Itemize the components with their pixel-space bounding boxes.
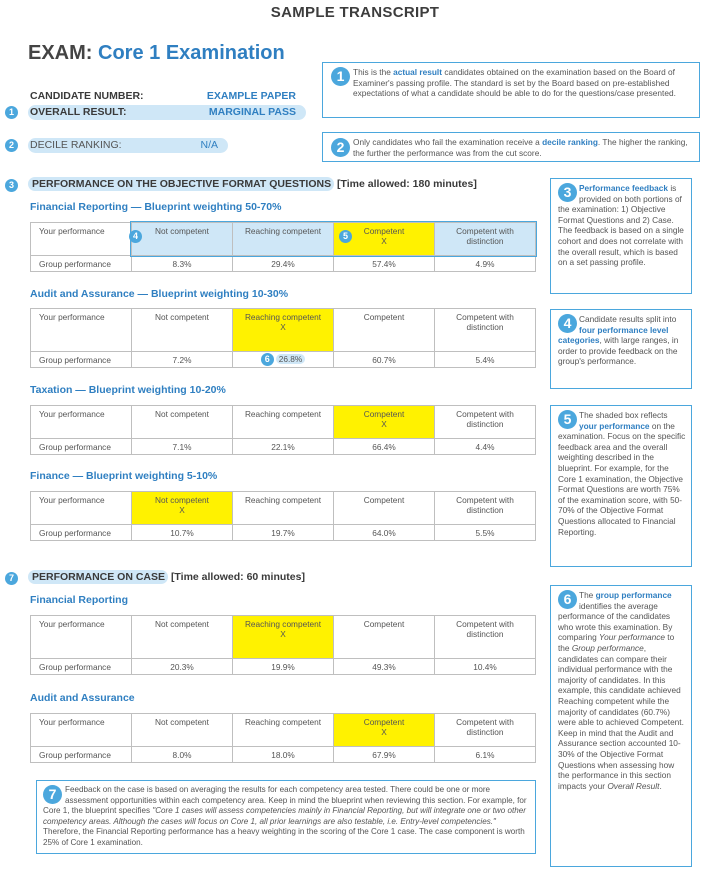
group-value: 29.4% bbox=[233, 256, 334, 272]
group-performance-label: Group performance bbox=[31, 256, 132, 272]
decile-ranking-value: N/A bbox=[200, 139, 218, 151]
group-performance-row bbox=[31, 659, 536, 675]
group-performance-label: Group performance bbox=[31, 525, 132, 541]
cell-not-competent bbox=[132, 309, 233, 352]
marker-5: 5 bbox=[339, 230, 352, 243]
marker-6-note: 6 bbox=[558, 590, 577, 609]
group-value: 5.5% bbox=[435, 525, 536, 541]
side-note-performance-feedback bbox=[550, 178, 692, 294]
your-performance-label: Your performance bbox=[31, 406, 132, 439]
your-performance-label: Your performance bbox=[31, 714, 132, 747]
group-performance-row bbox=[31, 256, 536, 272]
category-label: Competent with distinction bbox=[456, 495, 514, 515]
marker-7: 7 bbox=[5, 572, 18, 585]
your-performance-row bbox=[31, 406, 536, 439]
marker-3-note: 3 bbox=[558, 183, 577, 202]
your-performance-row bbox=[31, 714, 536, 747]
side-note-categories bbox=[550, 309, 692, 389]
selected-mark: X bbox=[381, 727, 387, 737]
exam-heading bbox=[28, 42, 285, 65]
marker-4: 4 bbox=[129, 230, 142, 243]
group-performance-row bbox=[31, 352, 536, 368]
marker-4-note: 4 bbox=[558, 314, 577, 333]
note-1-text-end: candidates obtained on the examination based on the Board of Examiner's passing profile. The standard is set by the Board based on pre-established expectations of what a candidate should be able to do for the questions/case presented. bbox=[353, 67, 676, 98]
cell-reaching-competent bbox=[233, 492, 334, 525]
side-note-3-bold: Performance feedback bbox=[579, 183, 669, 193]
group-value: 4.4% bbox=[435, 439, 536, 455]
table-audit-assurance-ofq bbox=[30, 308, 536, 368]
category-label: Competent with distinction bbox=[456, 619, 514, 639]
cell-reaching-competent bbox=[233, 406, 334, 439]
note-actual-result bbox=[322, 62, 700, 118]
table-1-title: Financial Reporting — Blueprint weighting 50-70% bbox=[30, 201, 282, 213]
category-label: Reaching competent bbox=[244, 717, 322, 727]
objective-section-title: PERFORMANCE ON THE OBJECTIVE FORMAT QUESTIONS bbox=[28, 177, 334, 191]
bottom-note-text: Feedback on the case is based on averaging the results for each competency area tested. There could be one or more assessment opportunities within each competency area. Keep in mind the blueprint when reviewing this section. For example, for Core 1, the blueprint specifies bbox=[43, 785, 527, 816]
your-performance-row bbox=[31, 492, 536, 525]
table-audit-assurance-case bbox=[30, 713, 536, 763]
table-financial-reporting-case bbox=[30, 615, 536, 675]
overall-result-row bbox=[28, 105, 306, 120]
category-label: Competent bbox=[363, 409, 405, 419]
side-note-4-text: Candidate results split into bbox=[579, 314, 677, 324]
marker-1: 1 bbox=[5, 106, 18, 119]
side-note-6-text: identifies the average performance of the candidates who wrote this examination. By comparing bbox=[558, 600, 673, 643]
marker-7-note: 7 bbox=[43, 785, 62, 804]
cell-competent-distinction bbox=[435, 714, 536, 747]
note-1-bold: actual result bbox=[393, 67, 443, 77]
side-note-6-text: , candidates can compare their individual performance with the majority of candidates. In this example, this candidate achieved Reaching competent while the majority of candidates (60.7%) were able to achieved Competent. Keep in mind that the Audit and Assurance section accounted 10-30% of the Objective Format Questions when assessing how the performance in this section impacts your bbox=[558, 642, 684, 791]
group-value: 7.2% bbox=[132, 352, 233, 368]
overall-result-label: OVERALL RESULT: bbox=[30, 106, 127, 118]
table-5-title: Financial Reporting bbox=[30, 594, 129, 606]
bottom-note-text-end: Therefore, the Financial Reporting performance has a heavy weighting in the scoring of the Core 1 case. The case component is worth 25% of Core 1 examination. bbox=[43, 827, 525, 847]
cell-not-competent bbox=[132, 492, 233, 525]
group-value: 8.0% bbox=[132, 747, 233, 763]
page-title: SAMPLE TRANSCRIPT bbox=[270, 4, 440, 21]
group-value: 18.0% bbox=[233, 747, 334, 763]
group-value: 20.3% bbox=[132, 659, 233, 675]
group-value: 26.8% bbox=[276, 354, 306, 364]
selected-mark: X bbox=[381, 419, 387, 429]
cell-not-competent bbox=[132, 616, 233, 659]
your-performance-row bbox=[31, 309, 536, 352]
your-performance-label: Your performance bbox=[31, 492, 132, 525]
category-label: Competent with distinction bbox=[456, 409, 514, 429]
overall-result-value: MARGINAL PASS bbox=[208, 106, 296, 118]
group-value: 64.0% bbox=[334, 525, 435, 541]
candidate-number-label: CANDIDATE NUMBER: bbox=[30, 90, 144, 102]
marker-1-note: 1 bbox=[331, 67, 350, 86]
side-note-6-italic: Overall Result bbox=[607, 780, 660, 791]
case-section-heading bbox=[28, 571, 305, 586]
side-note-6-bold: group performance bbox=[595, 590, 672, 600]
group-value: 22.1% bbox=[233, 439, 334, 455]
table-6-title: Audit and Assurance bbox=[30, 692, 135, 704]
group-value: 4.9% bbox=[435, 256, 536, 272]
case-section-title: PERFORMANCE ON CASE bbox=[28, 570, 168, 584]
group-value: 19.9% bbox=[233, 659, 334, 675]
selected-mark: X bbox=[381, 236, 387, 246]
note-2-text-end: . The higher the ranking, the further the performance was from the cut score. bbox=[353, 137, 688, 158]
group-performance-label: Group performance bbox=[31, 659, 132, 675]
side-note-6-italic: Group performance bbox=[571, 642, 644, 653]
your-performance-label: Your performance bbox=[31, 223, 132, 256]
cell-not-competent bbox=[132, 714, 233, 747]
selected-mark: X bbox=[280, 322, 286, 332]
category-label: Competent bbox=[363, 717, 405, 727]
note-2-bold: decile ranking bbox=[542, 137, 598, 147]
category-label: Competent bbox=[363, 226, 405, 236]
cell-competent-distinction bbox=[435, 309, 536, 352]
objective-section-heading bbox=[28, 178, 477, 193]
note-1-text: This is the bbox=[353, 67, 394, 77]
exam-name: Core 1 Examination bbox=[98, 42, 285, 64]
group-value: 8.3% bbox=[132, 256, 233, 272]
cell-reaching-competent bbox=[233, 616, 334, 659]
marker-5-note: 5 bbox=[558, 410, 577, 429]
category-label: Competent with distinction bbox=[456, 226, 514, 246]
cell-competent-distinction bbox=[435, 406, 536, 439]
side-note-4-bold: four performance level categories bbox=[558, 324, 669, 346]
candidate-number-value: EXAMPLE PAPER bbox=[206, 90, 296, 102]
marker-2-note: 2 bbox=[331, 138, 350, 157]
side-note-group-performance bbox=[550, 585, 692, 867]
group-performance-row bbox=[31, 439, 536, 455]
cell-competent bbox=[334, 714, 435, 747]
your-performance-label: Your performance bbox=[31, 309, 132, 352]
note-2-text: Only candidates who fail the examination receive a bbox=[353, 137, 543, 147]
group-value-highlighted bbox=[233, 352, 334, 368]
cell-competent-distinction bbox=[435, 492, 536, 525]
bottom-note-quote: "Core 1 cases will assess competencies mainly in Financial Reporting, but will integrate one or two other competency areas. Although the cases will focus on Core 1, all prior learnings are also testable, i.e. Entry-level competencies." bbox=[43, 806, 526, 826]
table-taxation-ofq bbox=[30, 405, 536, 455]
category-label: Competent bbox=[363, 495, 405, 505]
group-value: 10.4% bbox=[435, 659, 536, 675]
group-value: 7.1% bbox=[132, 439, 233, 455]
cell-competent bbox=[334, 406, 435, 439]
marker-6: 6 bbox=[261, 353, 274, 366]
table-4-title: Finance — Blueprint weighting 5-10% bbox=[30, 470, 218, 482]
side-note-shaded-box bbox=[550, 405, 692, 567]
marker-2: 2 bbox=[5, 139, 18, 152]
side-note-3-text: is provided on both portions of the examination: 1) Objective Format Questions and 2) Case. The feedback is based on a single cohort and does not correlate with the overall result, which is based on a set passing profile. bbox=[558, 183, 684, 268]
decile-ranking-label: DECILE RANKING: bbox=[30, 139, 122, 151]
category-label: Reaching competent bbox=[244, 495, 322, 505]
cell-reaching-competent bbox=[233, 714, 334, 747]
side-note-5-text-end: on the examination. Focus on the specific feedback area and the overall weighting described in the blueprint. For example, for the Core 1 examination, the Objective Format Questions are worth 75% of the examination score, with 50-70% of the Objective Format Questions allocated to Financial Reporting. bbox=[558, 420, 686, 537]
objective-section-time: [Time allowed: 180 minutes] bbox=[337, 178, 477, 190]
side-note-6-text-end: . bbox=[659, 780, 662, 791]
category-label: Not competent bbox=[155, 495, 209, 505]
side-note-5-bold: your performance bbox=[579, 420, 650, 431]
group-value: 19.7% bbox=[233, 525, 334, 541]
group-value: 57.4% bbox=[334, 256, 435, 272]
category-label: Competent bbox=[363, 619, 405, 629]
group-performance-row bbox=[31, 525, 536, 541]
side-note-5-text: The shaded box reflects bbox=[579, 410, 668, 420]
your-performance-row bbox=[31, 616, 536, 659]
cell-competent bbox=[334, 309, 435, 352]
side-note-6-text: to the bbox=[558, 632, 675, 653]
side-note-6-italic: Your performance bbox=[599, 632, 665, 643]
category-label: Competent bbox=[363, 312, 405, 322]
category-label: Competent with distinction bbox=[456, 717, 514, 737]
case-section-time: [Time allowed: 60 minutes] bbox=[170, 571, 305, 583]
cell-competent bbox=[334, 616, 435, 659]
group-performance-label: Group performance bbox=[31, 439, 132, 455]
cell-competent-distinction bbox=[435, 616, 536, 659]
marker-3: 3 bbox=[5, 179, 18, 192]
category-label: Reaching competent bbox=[244, 312, 322, 322]
category-label: Not competent bbox=[155, 312, 209, 322]
category-label: Not competent bbox=[155, 619, 209, 629]
category-label: Reaching competent bbox=[244, 619, 322, 629]
note-case-feedback bbox=[36, 780, 536, 854]
side-note-6-text: The bbox=[579, 590, 596, 600]
group-performance-label: Group performance bbox=[31, 747, 132, 763]
table-3-title: Taxation — Blueprint weighting 10-20% bbox=[30, 384, 226, 396]
category-label: Not competent bbox=[155, 409, 209, 419]
candidate-number-row bbox=[28, 89, 306, 104]
categories-highlight-outline bbox=[130, 221, 537, 257]
your-performance-label: Your performance bbox=[31, 616, 132, 659]
category-label: Competent with distinction bbox=[456, 312, 514, 332]
side-note-4-text-end: , with large ranges, in order to provide feedback on the group's performance. bbox=[558, 335, 679, 367]
exam-label: EXAM: bbox=[28, 42, 93, 64]
group-value: 66.4% bbox=[334, 439, 435, 455]
selected-mark: X bbox=[280, 629, 286, 639]
category-label: Reaching competent bbox=[244, 226, 322, 236]
group-value: 6.1% bbox=[435, 747, 536, 763]
category-label: Reaching competent bbox=[244, 409, 322, 419]
group-value: 60.7% bbox=[334, 352, 435, 368]
cell-competent bbox=[334, 492, 435, 525]
category-label: Not competent bbox=[155, 226, 209, 236]
selected-mark: X bbox=[179, 505, 185, 515]
group-value: 10.7% bbox=[132, 525, 233, 541]
group-value: 49.3% bbox=[334, 659, 435, 675]
group-performance-row bbox=[31, 747, 536, 763]
note-decile bbox=[322, 132, 700, 162]
cell-reaching-competent bbox=[233, 309, 334, 352]
category-label: Not competent bbox=[155, 717, 209, 727]
decile-ranking-row bbox=[28, 138, 228, 153]
table-2-title: Audit and Assurance — Blueprint weighting 10-30% bbox=[30, 288, 289, 300]
table-finance-ofq bbox=[30, 491, 536, 541]
group-performance-label: Group performance bbox=[31, 352, 132, 368]
cell-not-competent bbox=[132, 406, 233, 439]
group-value: 5.4% bbox=[435, 352, 536, 368]
group-value: 67.9% bbox=[334, 747, 435, 763]
